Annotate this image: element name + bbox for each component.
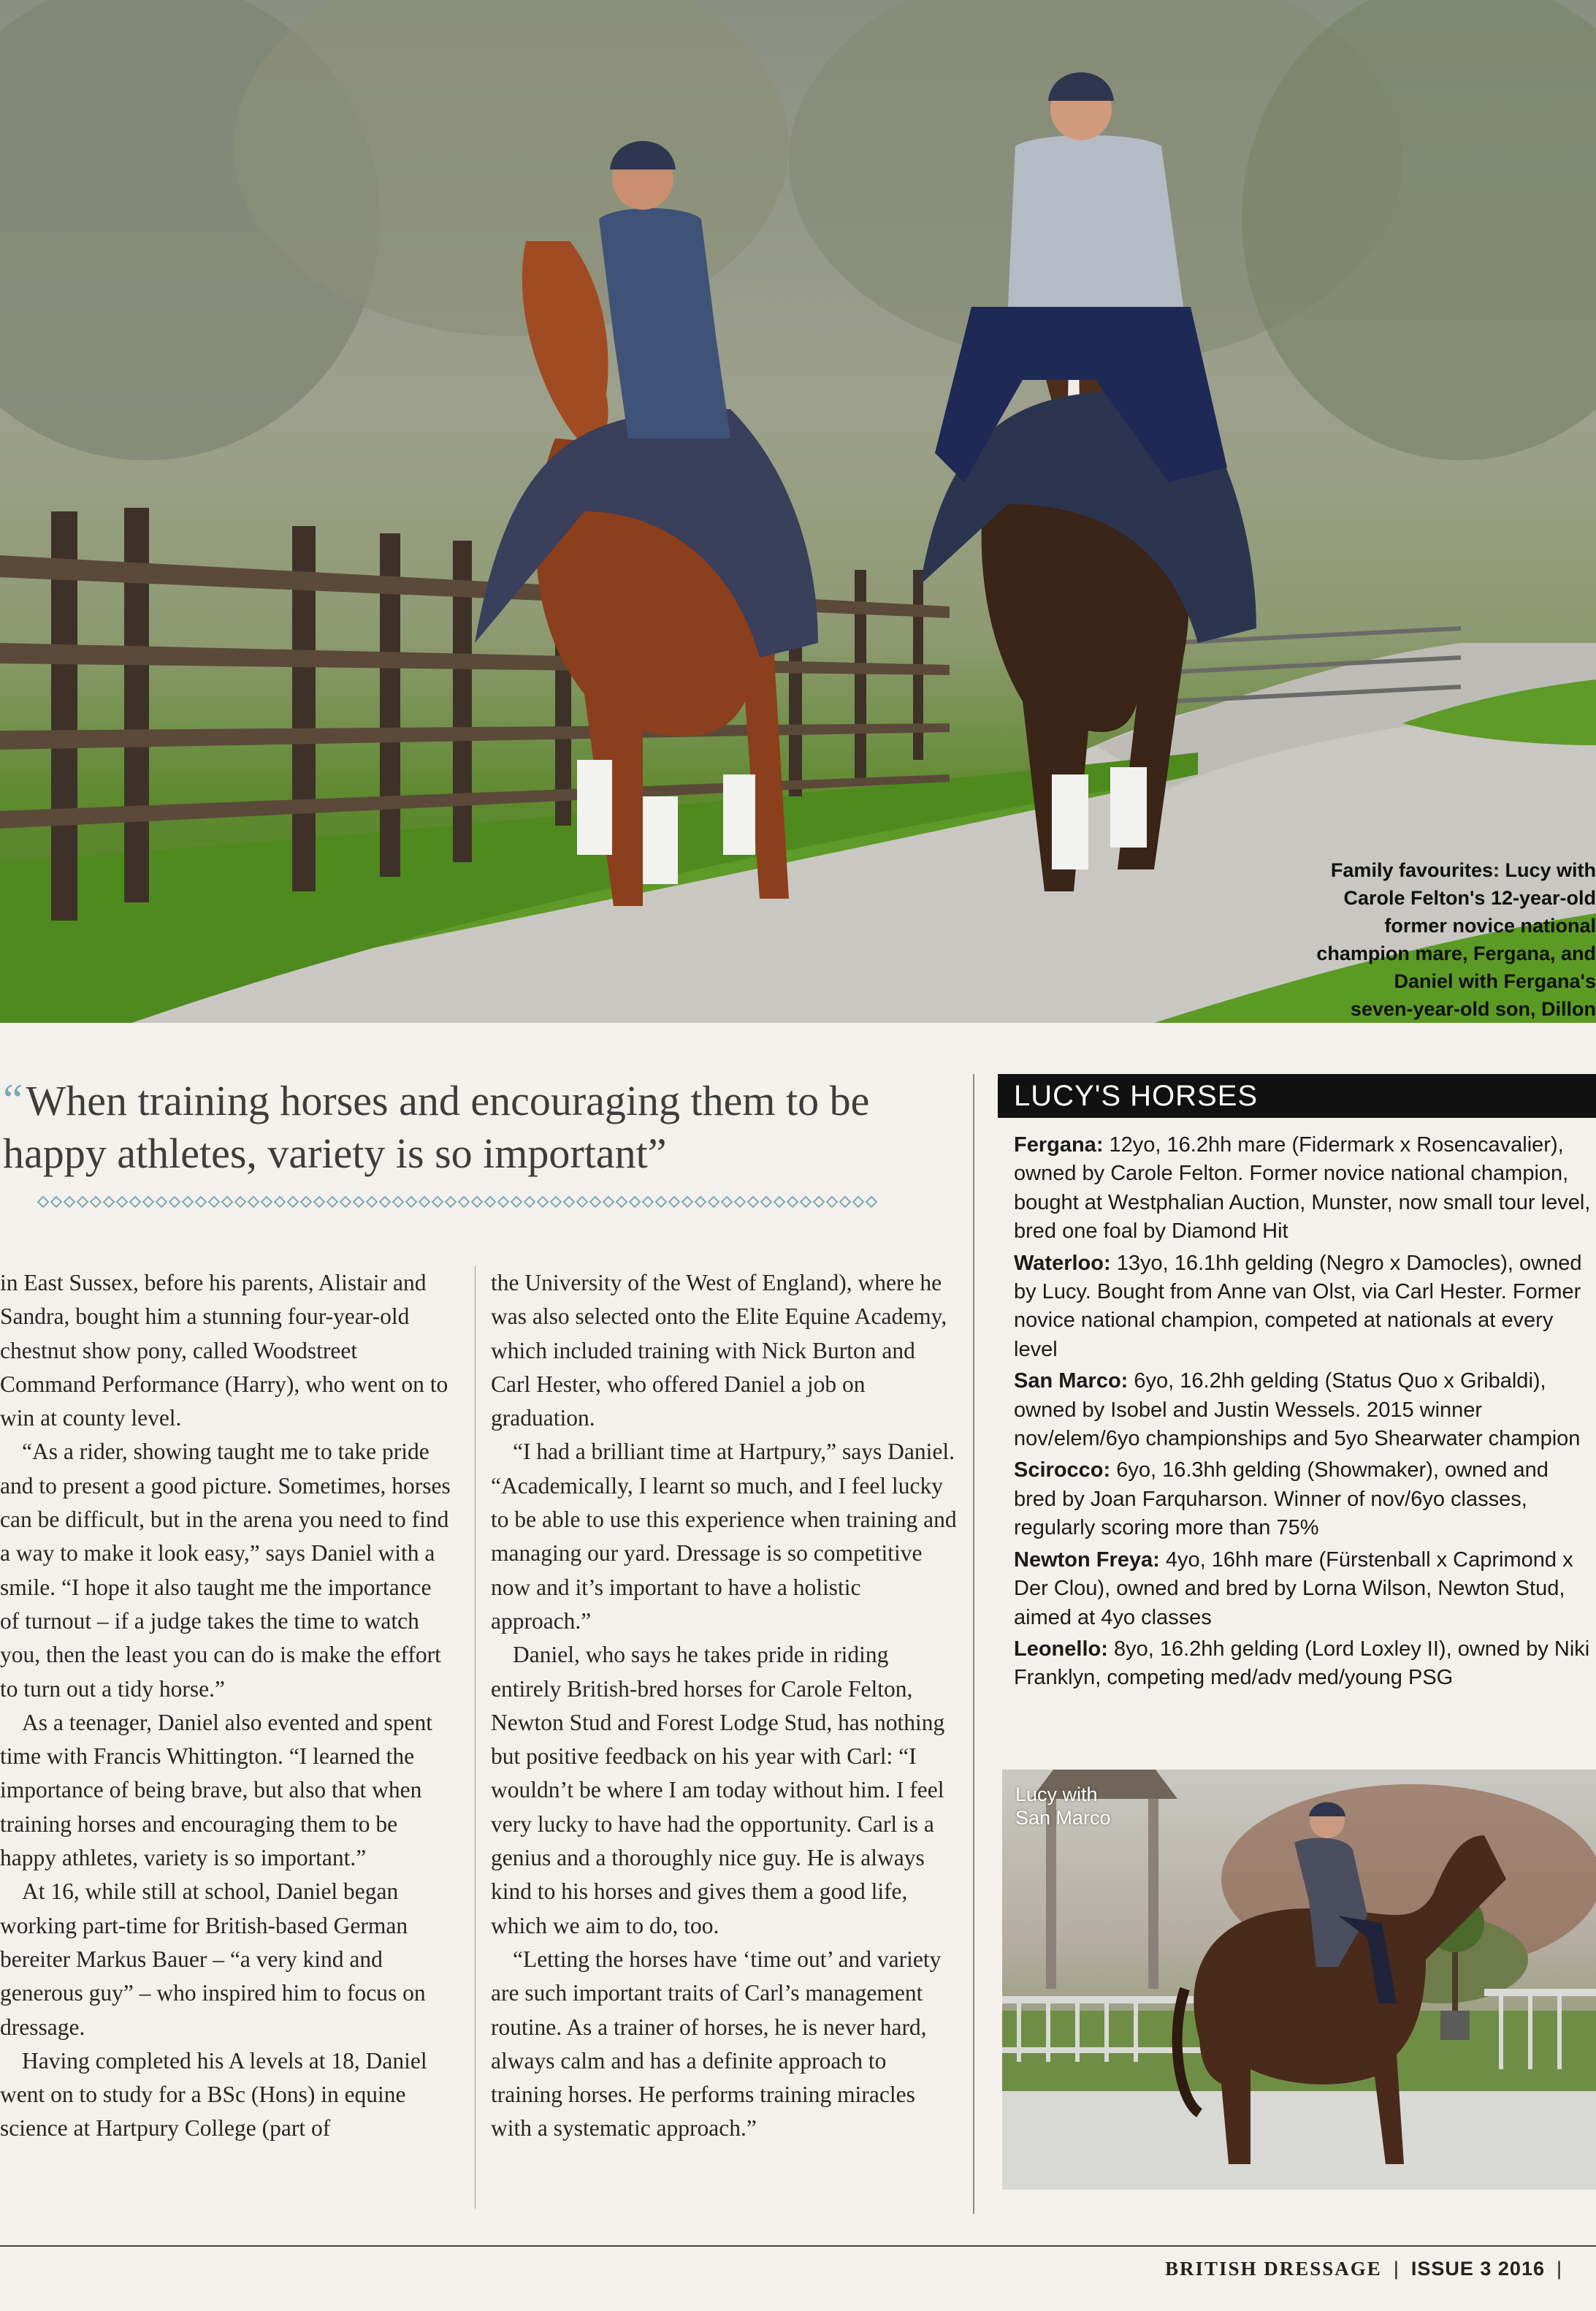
hero-caption: Family favourites: Lucy with Carole Felton's 12-year-old former novice national champion mare, Fergana, and Daniel with Fergana's seven-year-old son, Dillon <box>1316 859 1596 1020</box>
horse-description: 6yo, 16.3hh gelding (Showmaker), owned and bred by Joan Farquharson. Winner of nov/6yo classes, regularly scoring more than 75% <box>1014 1458 1549 1540</box>
horse-description: 6yo, 16.2hh gelding (Status Quo x Gribaldi), owned by Isobel and Justin Wessels. 2015 winner nov/elem/6yo championships and 5yo Shearwater champion <box>1014 1369 1581 1451</box>
paragraph: “Letting the horses have ‘time out’ and variety are such important traits of Carl’s management routine. As a trainer of horses, he is never hard, always calm and has a definite approach to training horses. He performs training miracles with a systematic approach.” <box>491 1946 942 2141</box>
hero-photo <box>0 0 1596 1023</box>
paragraph: the University of the West of England), where he was also selected onto the Elite Equine Academy, which included training with Nick Burton and Carl Hester, who offered Daniel a job on graduation. <box>491 1270 947 1431</box>
paragraph: Having completed his A levels at 18, Daniel went on to study for a BSc (Hons) in equine science at Hartpury College (part of <box>0 2047 427 2141</box>
footer-separator: | <box>1556 2258 1562 2280</box>
sidebar-divider <box>973 1074 974 2214</box>
paragraph: Daniel, who says he takes pride in riding entirely British-bred horses for Carole Felton, Newton Stud and Forest Lodge Stud, has nothing but positive feedback on his year with Carl: “I wouldn’t be where I am today without him. I feel very lucky to have had the opportunity. Carl is a genius and a thoroughly nice guy. He is always kind to his horses and gives them a good life, which we aim to do, too. <box>491 1642 945 1938</box>
horse-name: Fergana: <box>1014 1133 1104 1157</box>
paragraph: At 16, while still at school, Daniel began working part-time for British-based German bereiter Markus Bauer – “a very kind and generous guy” – who inspired him to focus on dressage. <box>0 1878 426 2040</box>
decorative-rule <box>37 1195 887 1208</box>
page-footer <box>1165 2258 1574 2280</box>
horse-description: 8yo, 16.2hh gelding (Lord Loxley II), owned by Niki Franklyn, competing med/adv med/young PSG <box>1014 1637 1590 1690</box>
paragraph: “I had a brilliant time at Hartpury,” says Daniel. “Academically, I learnt so much, and I feel lucky to be able to use this experience when training and managing our yard. Dressage is so competitive now and it’s important to have a holistic approach.” <box>491 1439 957 1634</box>
horse-entry <box>1014 1249 1596 1365</box>
sidebar-photo-illustration <box>1002 1770 1596 2190</box>
paragraph: “As a rider, showing taught me to take pride and to present a good picture. Sometimes, horses can be difficult, but in the arena you need to find a way to make it look easy,” says Daniel with a smile. “I hope it also taught me the importance of turnout – if a judge takes the time to watch you, then the least you can do is make the effort to turn out a tidy horse.” <box>0 1439 451 1702</box>
paragraph: As a teenager, Daniel also evented and spent time with Francis Whittington. “I learned the importance of being brave, but also that when training horses and encouraging them to be happy athletes, variety is so important.” <box>0 1709 433 1871</box>
sidebar-title: LUCY'S HORSES <box>998 1074 1596 1118</box>
pull-quote-text: When training horses and encouraging them to be happy athletes, variety is so important” <box>3 1077 870 1177</box>
column-divider <box>475 1266 476 2209</box>
sidebar-photo-caption: Lucy with San Marco <box>1015 1783 1111 1829</box>
issue-number: ISSUE 3 <box>1410 2258 1492 2280</box>
pull-quote <box>3 1074 945 1180</box>
issue-year: 2016 <box>1497 2258 1545 2280</box>
horse-description: 4yo, 16hh mare (Fürstenball x Caprimond x Der Clou), owned and bred by Lorna Wilson, Newton Stud, aimed at 4yo classes <box>1014 1547 1573 1629</box>
horse-name: Scirocco: <box>1014 1458 1111 1482</box>
sidebar-photo <box>1002 1770 1596 2190</box>
paragraph: in East Sussex, before his parents, Alistair and Sandra, bought him a stunning four-year-old chestnut show pony, called Woodstreet Command Performance (Harry), who went on to win at county level. <box>0 1270 448 1431</box>
horse-name: Newton Freya: <box>1014 1547 1160 1572</box>
horse-name: Leonello: <box>1014 1637 1108 1661</box>
horse-entry <box>1014 1456 1596 1542</box>
horse-entry <box>1014 1131 1596 1246</box>
horse-name: San Marco: <box>1014 1369 1129 1393</box>
horse-description: 13yo, 16.1hh gelding (Negro x Damocles), owned by Lucy. Bought from Anne van Olst, via Carl Hester. Former novice national champion, competed at nationals at every level <box>1014 1251 1582 1361</box>
horse-entry <box>1014 1367 1596 1453</box>
horse-entry <box>1014 1635 1596 1693</box>
horse-description: 12yo, 16.2hh mare (Fidermark x Rosencavalier), owned by Carole Felton. Former novice national champion, bought at Westphalian Auction, Munster, now small tour level, bred one foal by Diamond Hit <box>1014 1133 1591 1244</box>
horse-entry <box>1014 1546 1596 1632</box>
footer-separator: | <box>1393 2258 1400 2280</box>
article-column-2 <box>491 1266 958 2146</box>
horse-list <box>1014 1131 1596 1696</box>
footer-rule <box>0 2245 1596 2247</box>
quote-mark: “ <box>3 1075 23 1125</box>
horse-name: Waterloo: <box>1014 1251 1111 1275</box>
article-column-1 <box>0 1266 453 2146</box>
publication-name: BRITISH DRESSAGE <box>1164 2258 1382 2280</box>
